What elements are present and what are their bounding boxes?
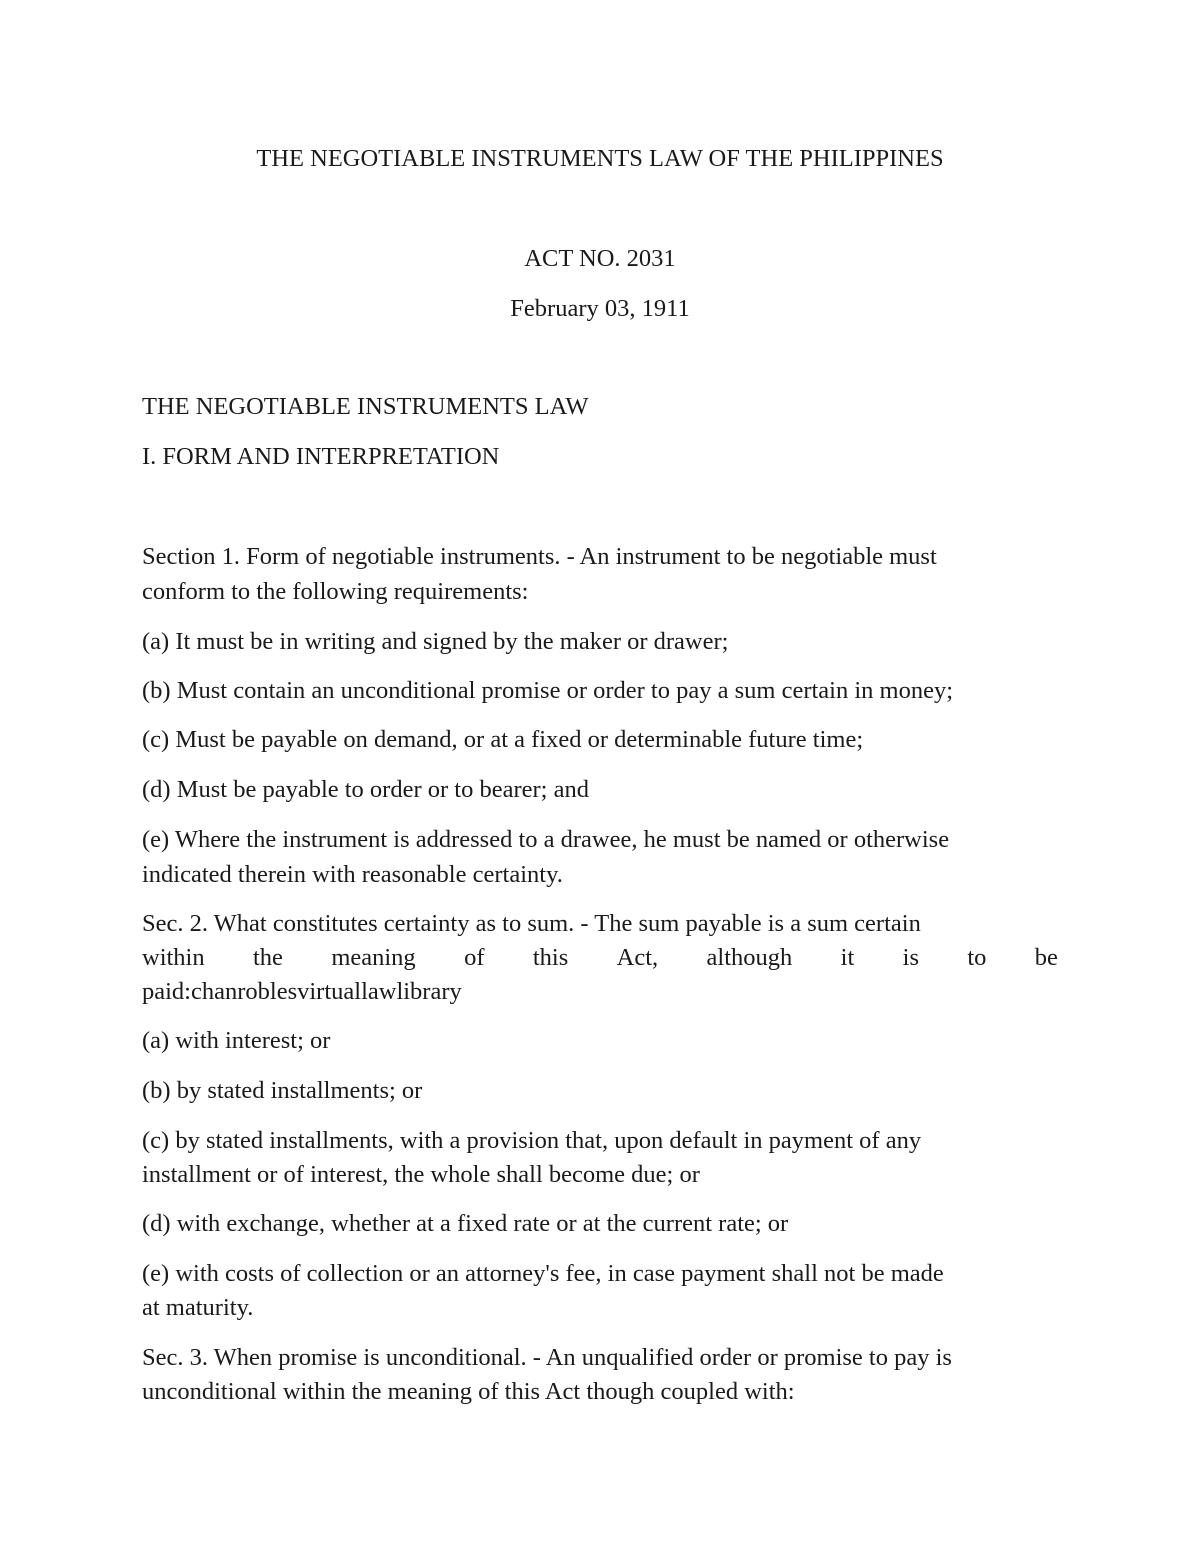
section1-item-d: (d) Must be payable to order or to bearer; and: [142, 776, 589, 803]
section2-word: although: [706, 944, 793, 971]
section1-line2: conform to the following requirements:: [142, 578, 529, 605]
act-date: February 03, 1911: [510, 295, 690, 322]
section2-word: is: [902, 944, 919, 971]
section1-item-e-line2: indicated therein with reasonable certainty.: [142, 861, 563, 888]
document-title: THE NEGOTIABLE INSTRUMENTS LAW OF THE PHILIPPINES: [256, 145, 944, 172]
section1-line1: Section 1. Form of negotiable instruments. - An instrument to be negotiable must: [142, 543, 937, 570]
section2-word: be: [1034, 944, 1058, 971]
section2-item-e-line2: at maturity.: [142, 1294, 254, 1321]
section2-item-c-line2: installment or of interest, the whole shall become due; or: [142, 1161, 700, 1188]
section2-word: it: [840, 944, 855, 971]
section3-line2: unconditional within the meaning of this Act though coupled with:: [142, 1378, 795, 1405]
section2-line2: [142, 941, 1058, 975]
section2-item-e-line1: (e) with costs of collection or an attorney's fee, in case payment shall not be made: [142, 1260, 944, 1287]
section1-item-c: (c) Must be payable on demand, or at a fixed or determinable future time;: [142, 726, 864, 753]
section2-item-c-line1: (c) by stated installments, with a provision that, upon default in payment of any: [142, 1127, 922, 1154]
section1-item-b: (b) Must contain an unconditional promise or order to pay a sum certain in money;: [142, 677, 954, 704]
section2-word: meaning: [331, 944, 416, 971]
section2-item-a: (a) with interest; or: [142, 1027, 331, 1054]
section2-word: Act,: [616, 944, 659, 971]
section2-line1: Sec. 2. What constitutes certainty as to sum. - The sum payable is a sum certain: [142, 910, 921, 937]
law-heading: THE NEGOTIABLE INSTRUMENTS LAW: [142, 393, 589, 420]
section1-item-a: (a) It must be in writing and signed by the maker or drawer;: [142, 628, 729, 655]
section2-word: of: [464, 944, 485, 971]
section2-item-d: (d) with exchange, whether at a fixed rate or at the current rate; or: [142, 1210, 789, 1237]
act-number: ACT NO. 2031: [524, 245, 676, 272]
section2-item-b: (b) by stated installments; or: [142, 1077, 423, 1104]
section1-item-e-line1: (e) Where the instrument is addressed to a drawee, he must be named or otherwise: [142, 826, 950, 853]
section3-line1: Sec. 3. When promise is unconditional. - An unqualified order or promise to pay is: [142, 1344, 952, 1371]
section2-line3: paid:chanroblesvirtuallawlibrary: [142, 978, 462, 1005]
section2-word: this: [532, 944, 569, 971]
section2-word: to: [967, 944, 987, 971]
section2-word: the: [253, 944, 283, 971]
section2-word: within: [142, 944, 205, 971]
chapter-heading: I. FORM AND INTERPRETATION: [142, 443, 500, 470]
